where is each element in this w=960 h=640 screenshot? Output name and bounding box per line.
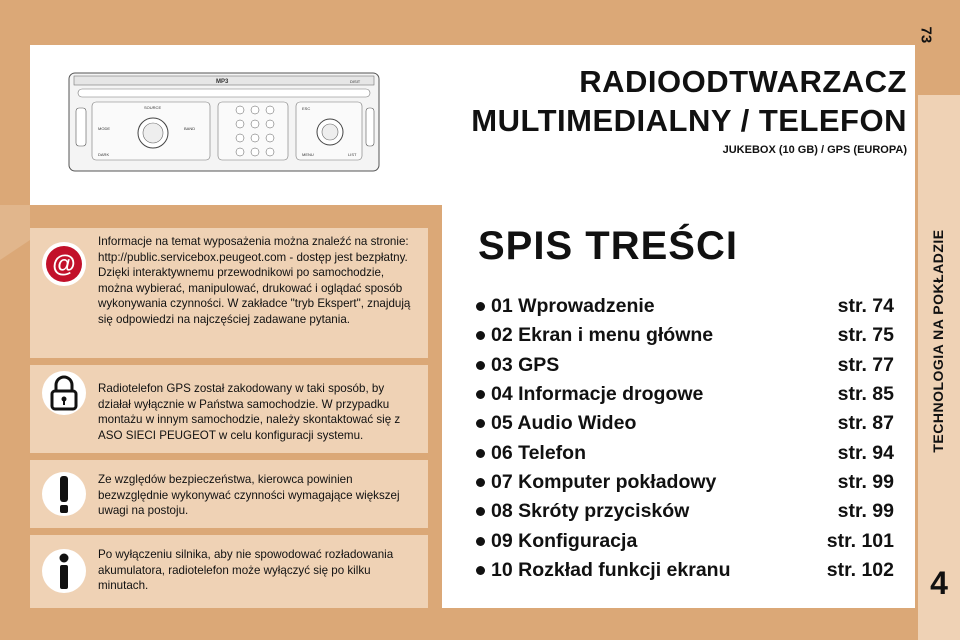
device-btn-source: SOURCE	[144, 105, 162, 110]
chapter-number: 4	[930, 565, 948, 601]
bullet-icon	[476, 331, 485, 340]
toc-item-03[interactable]	[476, 351, 894, 380]
bullet-icon	[476, 537, 485, 546]
device-btn-dark: DARK	[98, 152, 110, 157]
bullet-icon	[476, 507, 485, 516]
toc-item-page: str. 102	[826, 558, 894, 581]
device-btn-band: BAND	[184, 126, 196, 131]
toc-title: SPIS TREŚCI	[478, 224, 738, 268]
bullet-icon	[476, 302, 485, 311]
toc-item-09[interactable]	[476, 526, 894, 555]
note-security-code	[30, 365, 428, 453]
toc-item-label: 10 Rozkład funkcji ekranu	[491, 558, 731, 581]
toc-item-page: str. 74	[837, 295, 894, 318]
page-title-line2: MULTIMEDIALNY / TELEFON	[471, 103, 907, 138]
toc-item-page: str. 101	[826, 529, 894, 552]
note-security-code-text: Radiotelefon GPS został zakodowany w taki sposób, by działał wyłącznie w Państwa samochodzie. W przypadku montażu w innym samochodzie, należy skontaktować się z ASO SIECI PEUGEOT w celu konfiguracji systemu.	[98, 382, 401, 442]
toc-item-label: 02 Ekran i menu główne	[491, 324, 714, 347]
toc-item-page: str. 99	[837, 500, 894, 523]
toc-item-label: 04 Informacje drogowe	[491, 383, 704, 406]
at-sign-icon	[42, 242, 86, 286]
page-subtitle: JUKEBOX (10 GB) / GPS (EUROPA)	[722, 144, 907, 156]
note-website	[30, 228, 428, 358]
toc-item-label: 09 Konfiguracja	[491, 529, 638, 552]
toc-item-label: 01 Wprowadzenie	[491, 295, 655, 318]
bullet-icon	[476, 419, 485, 428]
bullet-icon	[476, 449, 485, 458]
device-btn-esc: ESC	[302, 106, 311, 111]
radio-device-illustration	[68, 72, 380, 172]
bullet-icon	[476, 361, 485, 370]
sidebar	[918, 95, 960, 640]
info-icon	[42, 549, 86, 593]
device-label-mp3: MP3	[216, 79, 229, 85]
note-website-text: Informacje na temat wyposażenia można znaleźć na stronie: http://public.servicebox.peugeot.com - dostęp jest bezpłatny. Dzięki interaktywnemu przewodnikowi po samochodzie, można wybierać, manipulować, drukować i oglądać sposób wykonywania czynności. W zakładce "tryb Ekspert", znajdują się odpowiedzi na najczęściej zadawane pytania.	[98, 235, 411, 326]
toc-item-label: 06 Telefon	[491, 441, 586, 464]
padlock-icon	[42, 371, 86, 415]
toc-item-page: str. 85	[837, 383, 894, 406]
toc-item-page: str. 87	[837, 412, 894, 435]
toc-item-01[interactable]	[476, 292, 894, 321]
toc-item-label: 08 Skróty przycisków	[491, 500, 690, 523]
device-label-model: DISIT	[350, 79, 361, 84]
toc-item-10[interactable]	[476, 556, 894, 585]
exclamation-icon	[42, 472, 86, 516]
bullet-icon	[476, 390, 485, 399]
page-number	[914, 26, 938, 60]
page-number-text: 73	[917, 26, 935, 44]
header-panel	[30, 45, 915, 205]
toc-list	[476, 292, 894, 585]
toc-item-page: str. 99	[837, 470, 894, 493]
toc-item-07[interactable]	[476, 468, 894, 497]
note-safety	[30, 460, 428, 528]
device-btn-list: LIST	[348, 152, 357, 157]
toc-item-02[interactable]	[476, 321, 894, 350]
bullet-icon	[476, 566, 485, 575]
toc-item-04[interactable]	[476, 380, 894, 409]
svg-text:@: @	[52, 251, 76, 278]
note-power-text: Po wyłączeniu silnika, aby nie spowodować rozładowania akumulatora, radiotelefon może wyłączyć się po kilku minutach.	[98, 548, 394, 593]
page-title-line1: RADIOODTWARZACZ	[579, 64, 907, 99]
note-safety-text: Ze względów bezpieczeństwa, kierowca powinien bezwzględnie wykonywać czynności wymagające większej uwagi na postoju.	[98, 473, 400, 518]
device-btn-mode: MODE	[98, 126, 110, 131]
toc-item-label: 03 GPS	[491, 353, 560, 376]
bullet-icon	[476, 478, 485, 487]
sidebar-title: TECHNOLOGIA NA POKŁADZIE	[930, 229, 946, 453]
toc-item-08[interactable]	[476, 497, 894, 526]
toc-item-label: 07 Komputer pokładowy	[491, 470, 717, 493]
note-power	[30, 535, 428, 608]
toc-item-05[interactable]	[476, 409, 894, 438]
device-btn-menu: MENU	[302, 152, 314, 157]
toc-item-page: str. 94	[837, 441, 894, 464]
toc-item-page: str. 77	[837, 353, 894, 376]
toc-item-label: 05 Audio Wideo	[491, 412, 637, 435]
toc-item-page: str. 75	[837, 324, 894, 347]
toc-item-06[interactable]	[476, 438, 894, 467]
toc-panel	[442, 198, 915, 608]
